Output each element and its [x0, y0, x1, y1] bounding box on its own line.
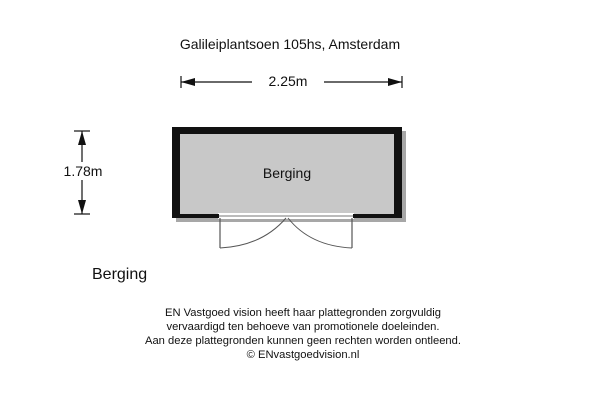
door-swing-left — [220, 218, 286, 248]
height-label: 1.78m — [63, 163, 103, 179]
floor-label: Berging — [92, 266, 148, 283]
room-label: Berging — [262, 165, 312, 181]
disclaimer-line-2: vervaardigd ten behoeve van promotionele doeleinden. — [166, 321, 440, 333]
room-berging — [172, 127, 406, 248]
disclaimer — [0, 306, 600, 362]
disclaimer-line-4: © ENvastgoedvision.nl — [246, 349, 360, 361]
height-arrow-top — [78, 131, 86, 145]
disclaimer-line-3: Aan deze plattegronden kunnen geen rechten worden ontleend. — [145, 335, 461, 347]
height-dimension — [52, 131, 114, 214]
door-jamb-left — [216, 214, 219, 218]
width-arrow-left — [181, 78, 195, 86]
address-title: Galileiplantsoen 105hs, Amsterdam — [179, 36, 401, 52]
width-dimension — [181, 72, 402, 90]
height-arrow-bottom — [78, 200, 86, 214]
width-arrow-right — [388, 78, 402, 86]
width-label: 2.25m — [268, 73, 308, 89]
door-jamb-right — [353, 214, 356, 218]
disclaimer-line-1: EN Vastgoed vision heeft haar plattegronden zorgvuldig — [165, 307, 441, 319]
door-swing-right — [288, 218, 352, 248]
